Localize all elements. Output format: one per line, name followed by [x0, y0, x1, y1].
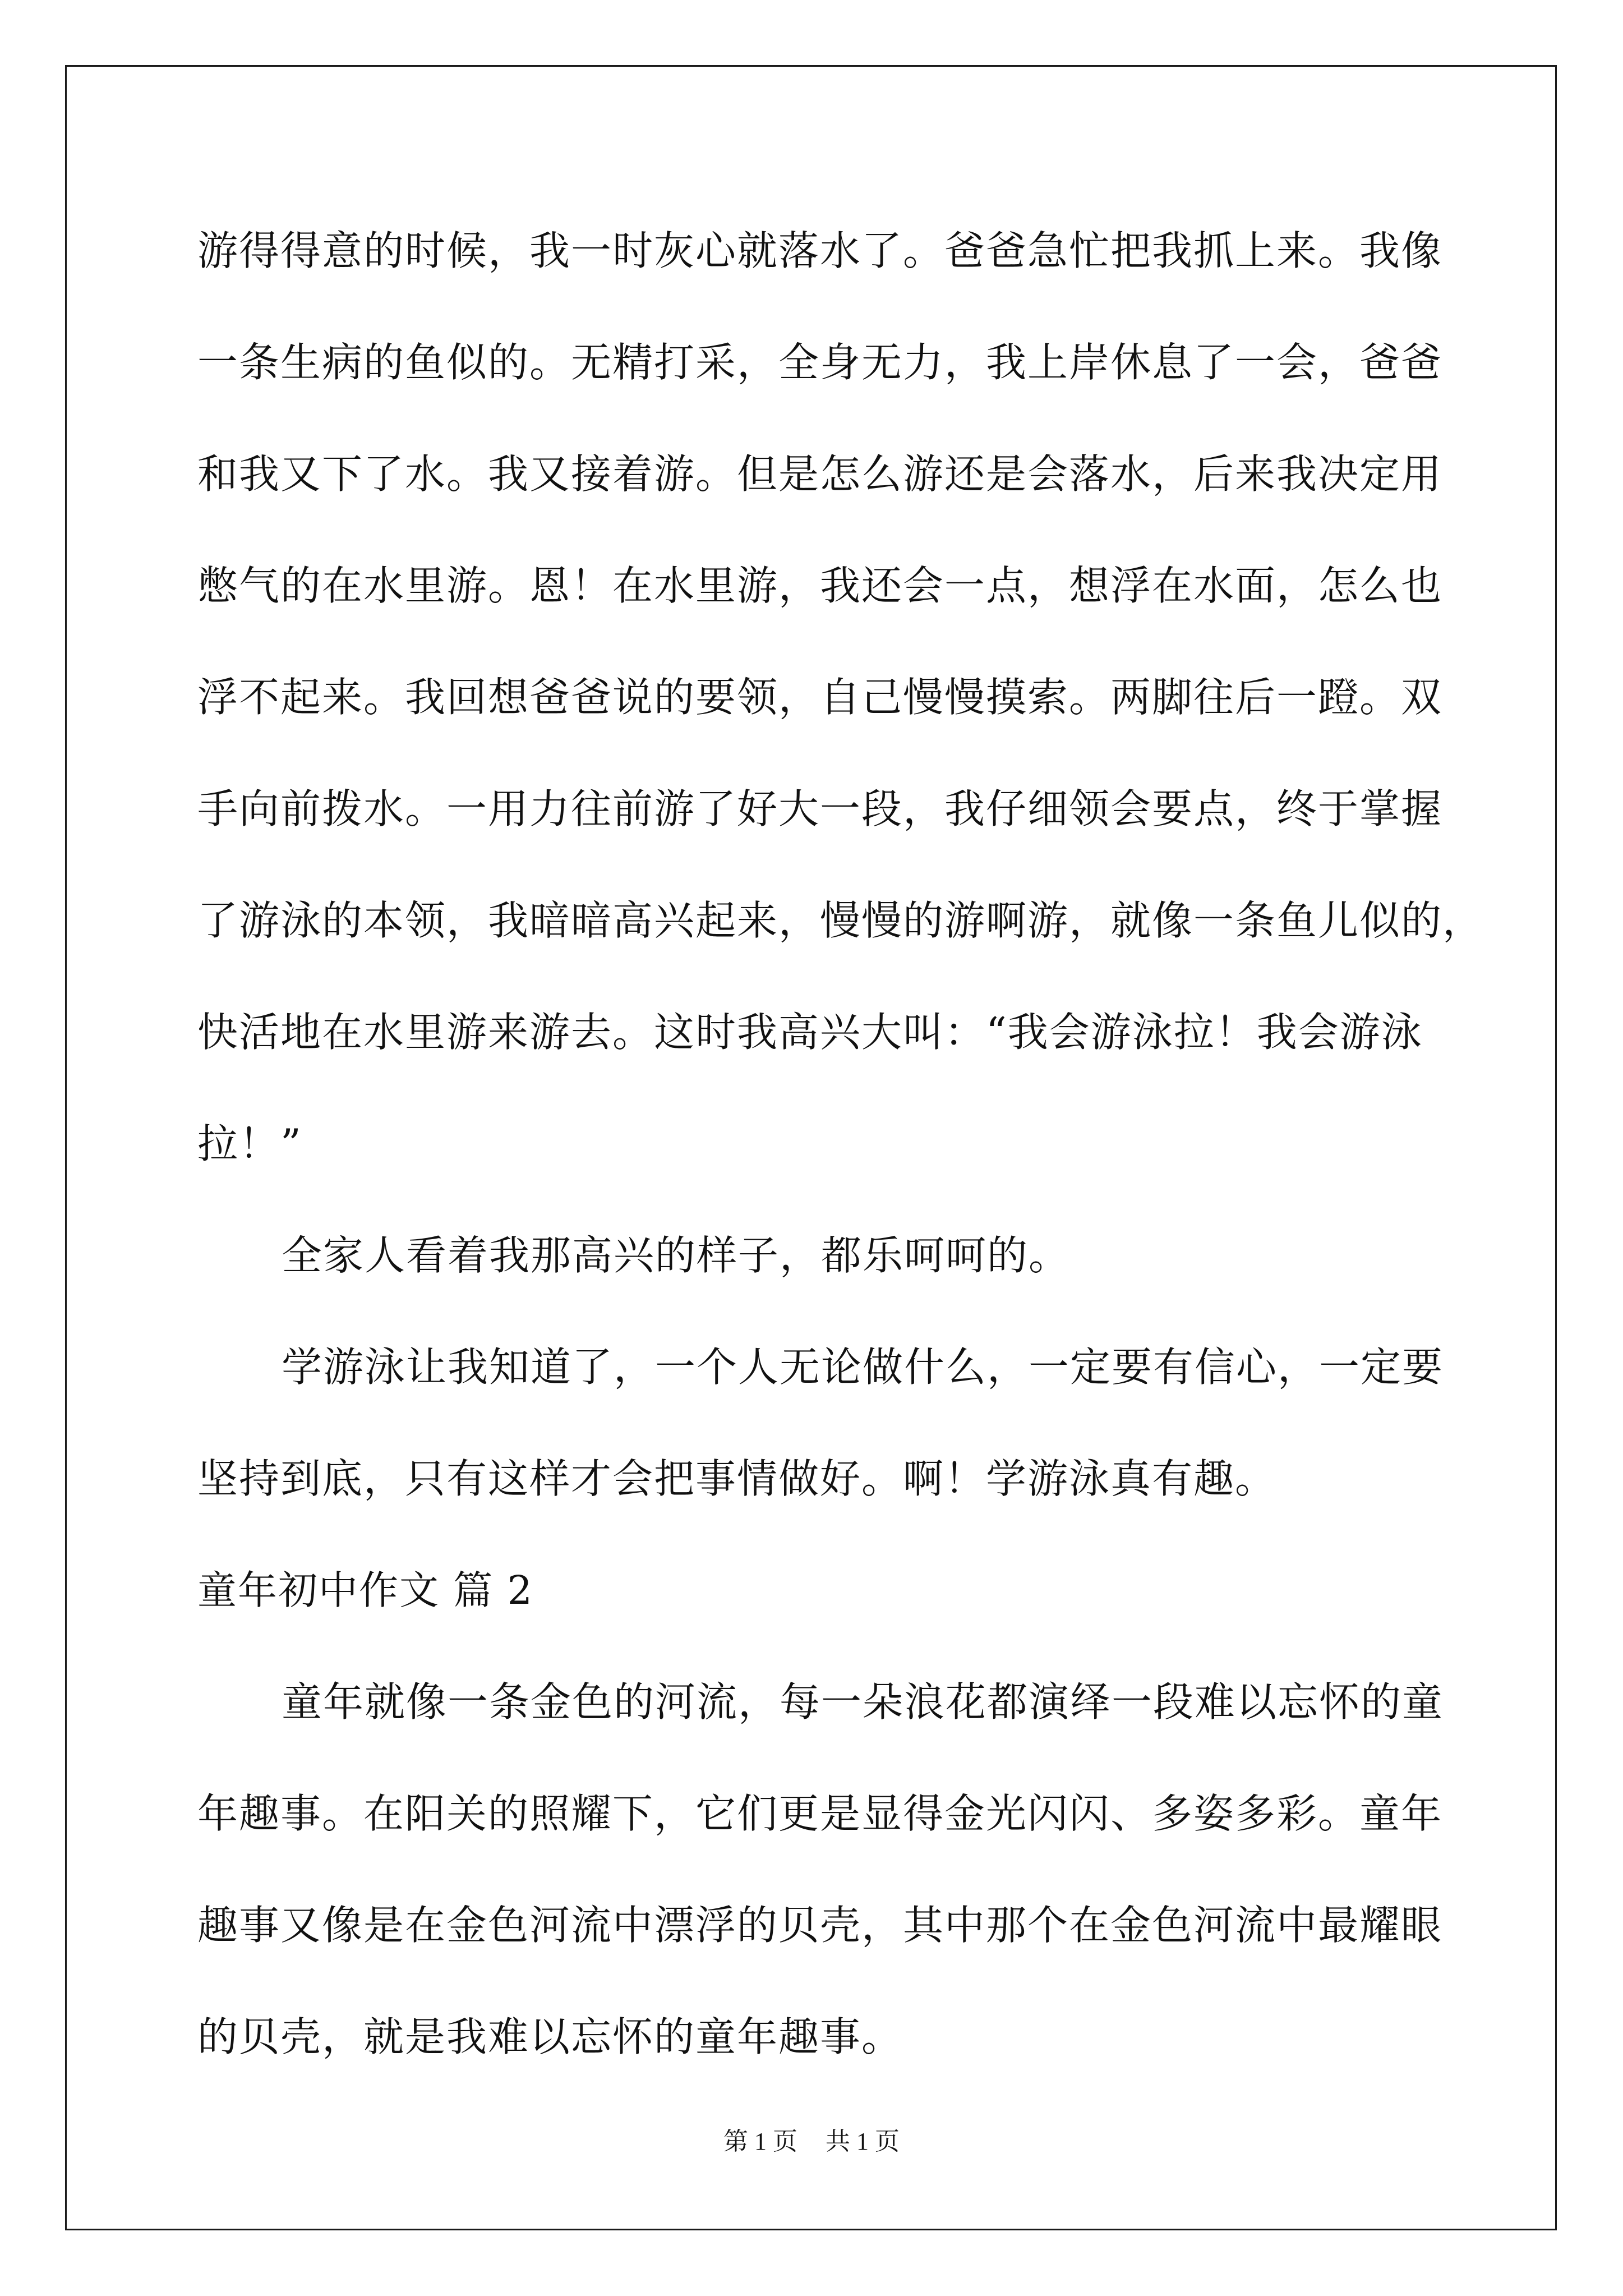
- text-line: 坚持到底，只有这样才会把事情做好。啊！学游泳真有趣。: [197, 1455, 1277, 1502]
- text-line: 手向前拨水。一用力往前游了好大一段，我仔细领会要点，终于掌握: [197, 785, 1443, 832]
- text-line: 快活地在水里游来游去。这时我高兴大叫：“我会游泳拉！我会游泳: [197, 1009, 1423, 1056]
- page-number: 第 1 页: [723, 2128, 797, 2155]
- text-line: 憋气的在水里游。恩！在水里游，我还会一点，想浮在水面，怎么也: [197, 562, 1443, 609]
- text-line: 拉！”: [197, 1120, 302, 1167]
- paragraph-start-line: 学游泳让我知道了，一个人无论做什么，一定要有信心，一定要: [282, 1343, 1444, 1391]
- text-line: 年趣事。在阳关的照耀下，它们更是显得金光闪闪、多姿多彩。童年: [197, 1790, 1443, 1837]
- paragraph-start-line: 全家人看着我那高兴的样子，都乐呵呵的。: [282, 1232, 1071, 1279]
- text-line: 浮不起来。我回想爸爸说的要领，自己慢慢摸索。两脚往后一蹬。双: [197, 674, 1443, 721]
- text-line: 的贝壳，就是我难以忘怀的童年趣事。: [197, 2013, 903, 2060]
- text-line: 趣事又像是在金色河流中漂浮的贝壳，其中那个在金色河流中最耀眼: [197, 1902, 1443, 1949]
- text-line: 了游泳的本领，我暗暗高兴起来，慢慢的游啊游，就像一条鱼儿似的，: [197, 897, 1484, 944]
- paragraph-start-line: 童年就像一条金色的河流，每一朵浪花都演绎一段难以忘怀的童: [282, 1678, 1444, 1726]
- text-line: 游得得意的时候，我一时灰心就落水了。爸爸急忙把我抓上来。我像: [197, 227, 1443, 274]
- text-line: 和我又下了水。我又接着游。但是怎么游还是会落水，后来我决定用: [197, 450, 1443, 498]
- document-body: [197, 214, 1484, 2112]
- section-heading: 童年初中作文 篇 2: [197, 1567, 534, 1613]
- text-line: 一条生病的鱼似的。无精打采，全身无力，我上岸休息了一会，爸爸: [197, 339, 1443, 386]
- page-footer: [0, 2125, 1623, 2159]
- page-total: 共 1 页: [826, 2128, 900, 2155]
